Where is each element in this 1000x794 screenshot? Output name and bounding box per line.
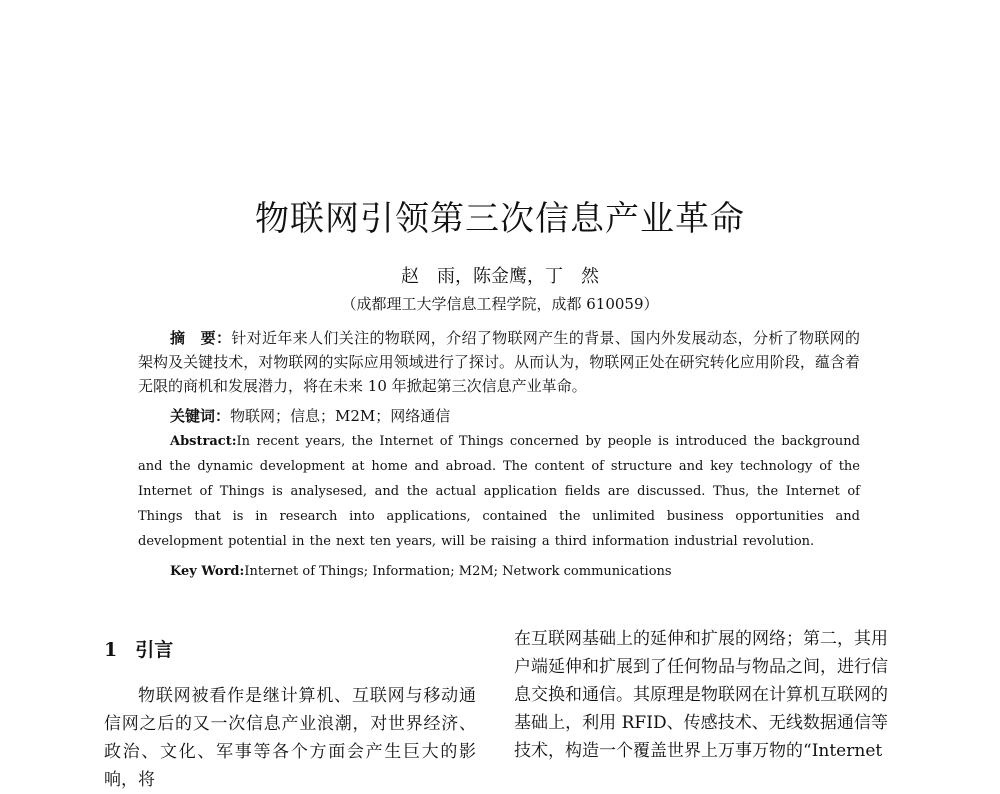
body-paragraph-continued: 在互联网基础上的延伸和扩展的网络；第二，其用户端延伸和扩展到了任何物品与物品之间，进行信息交换和通信。其原理是物联网在计算机互联网的基础上，利用 RFID、传感技术、无线数据通信等技术，构造一个覆盖世界上万事万物的“Internet: [514, 629, 888, 761]
section-number: 1: [104, 639, 118, 661]
body-paragraph: 物联网被看作是继计算机、互联网与移动通信网之后的又一次信息产业浪潮，对世界经济、政治、文化、军事等各个方面会产生巨大的影响，将: [104, 686, 476, 790]
abstract-en: [138, 429, 860, 554]
abstract-en-text: In recent years, the Internet of Things concerned by people is introduced the background and the dynamic development at home and abroad. The content of structure and key technology of the Internet of Things is analysesed, and the actual application fields are discussed. Thus, the Internet of Things that is in research into applications, contained the unlimited business opportunities and development potential in the next ten years, will be raising a third information industrial revolution.: [138, 434, 860, 549]
paper-affiliation: （成都理工大学信息工程学院，成都 610059）: [341, 295, 659, 313]
section-heading: [104, 636, 173, 664]
keywords-en-label: Key Word:: [170, 564, 245, 579]
keywords-zh: [170, 404, 860, 428]
keywords-zh-text: 物联网；信息；M2M；网络通信: [230, 407, 451, 425]
abstract-zh-text: 针对近年来人们关注的物联网，介绍了物联网产生的背景、国内外发展动态，分析了物联网的架构及关键技术，对物联网的实际应用领域进行了探讨。从而认为，物联网正处在研究转化应用阶段，蕴含着无限的商机和发展潜力，将在未来 10 年掀起第三次信息产业革命。: [138, 329, 860, 395]
abstract-en-label: Abstract:: [170, 434, 237, 449]
paper-title: 物联网引领第三次信息产业革命: [255, 199, 745, 239]
abstract-zh-label: 摘 要：: [170, 329, 232, 347]
paper-authors: 赵 雨，陈金鹰，丁 然: [401, 266, 599, 287]
abstract-zh: [138, 326, 860, 398]
keywords-zh-label: 关键词：: [170, 407, 231, 425]
keywords-en-text: Internet of Things; Information; M2M; Network communications: [244, 564, 672, 579]
keywords-en: [170, 560, 860, 584]
body-column-right: [514, 625, 888, 765]
section-title: 引言: [135, 639, 174, 661]
body-column-left: [104, 682, 476, 794]
